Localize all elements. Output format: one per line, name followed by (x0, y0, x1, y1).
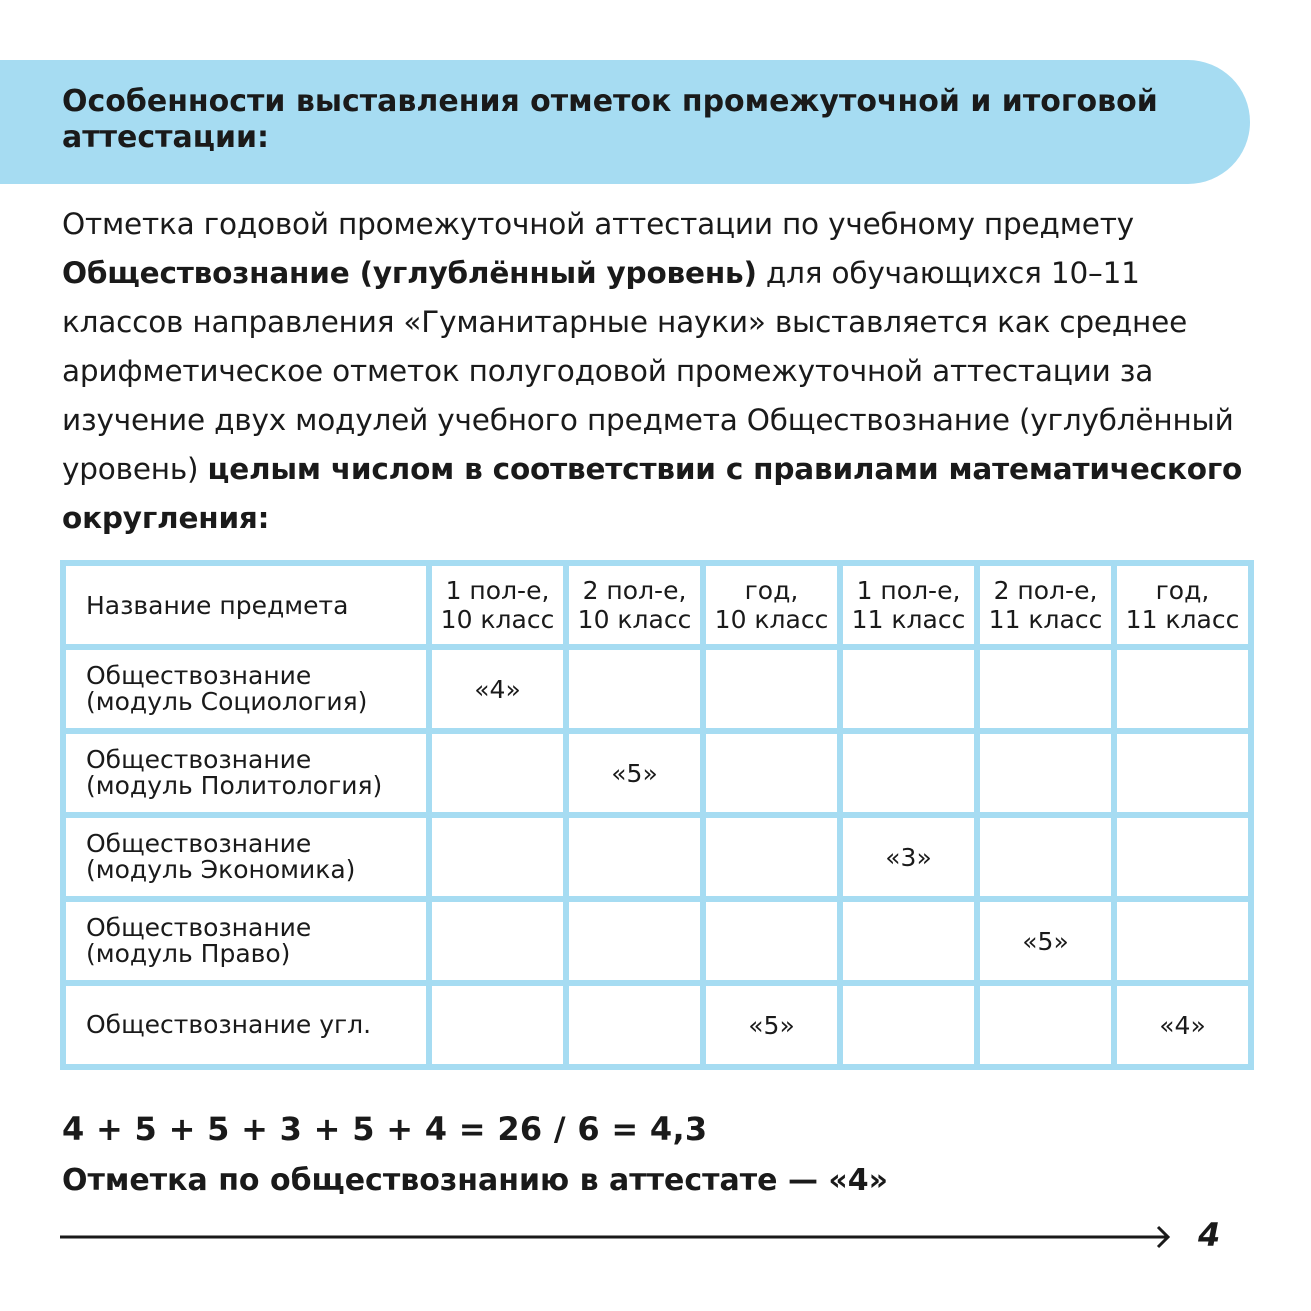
mark-cell (703, 647, 840, 731)
table-row (63, 731, 1251, 815)
mark-cell (429, 983, 566, 1067)
mark-cell (703, 899, 840, 983)
mark-cell (977, 731, 1114, 815)
page-number: 4 (1198, 1216, 1221, 1254)
mark-cell (566, 815, 703, 899)
mark-cell (1114, 899, 1251, 983)
intro-text-2: для обучающихся 10–11 классов направления «Гуманитарные науки» выставляется как среднее арифметическое отметок полугодовой промежуточной аттестации за изучение двух модулей учебного предмета Обществознание (углублённый уровень) (62, 256, 1234, 486)
column-header: год, 10 класс (703, 563, 840, 647)
mark-cell (840, 647, 977, 731)
mark-cell (703, 731, 840, 815)
column-header: 1 пол-е, 11 класс (840, 563, 977, 647)
table-row (63, 815, 1251, 899)
calculation-formula: 4 + 5 + 5 + 3 + 5 + 4 = 26 / 6 = 4,3 (62, 1110, 708, 1148)
section-title (62, 84, 1182, 156)
intro-text-1: Отметка годовой промежуточной аттестации по учебному предмету (62, 207, 1134, 241)
arrow-right-icon (60, 1222, 1180, 1252)
subject-cell: Обществознание угл. (63, 983, 429, 1067)
mark-cell (1114, 731, 1251, 815)
mark-cell (566, 647, 703, 731)
table-row (63, 899, 1251, 983)
mark-cell: «5» (566, 731, 703, 815)
mark-cell: «4» (429, 647, 566, 731)
mark-cell (566, 899, 703, 983)
column-header: 2 пол-е, 11 класс (977, 563, 1114, 647)
mark-cell: «5» (703, 983, 840, 1067)
table-header-row (63, 563, 1251, 647)
table-row (63, 647, 1251, 731)
final-mark-statement: Отметка по обществознанию в аттестате — «4» (62, 1163, 889, 1198)
mark-cell (840, 983, 977, 1067)
mark-cell: «3» (840, 815, 977, 899)
table-row (63, 983, 1251, 1067)
mark-cell (429, 815, 566, 899)
column-header: год, 11 класс (1114, 563, 1251, 647)
mark-cell (1114, 815, 1251, 899)
mark-cell (429, 899, 566, 983)
mark-cell: «5» (977, 899, 1114, 983)
mark-cell: «4» (1114, 983, 1251, 1067)
grades-table (60, 560, 1254, 1070)
subject-cell: Обществознание (модуль Социология) (63, 647, 429, 731)
mark-cell (429, 731, 566, 815)
intro-paragraph (62, 200, 1262, 543)
column-header: 1 пол-е, 10 класс (429, 563, 566, 647)
mark-cell (977, 815, 1114, 899)
column-header: 2 пол-е, 10 класс (566, 563, 703, 647)
mark-cell (977, 647, 1114, 731)
mark-cell (1114, 647, 1251, 731)
subject-column-header: Название предмета (63, 563, 429, 647)
mark-cell (840, 731, 977, 815)
mark-cell (566, 983, 703, 1067)
subject-cell: Обществознание (модуль Экономика) (63, 815, 429, 899)
mark-cell (703, 815, 840, 899)
subject-cell: Обществознание (модуль Право) (63, 899, 429, 983)
intro-bold-subject: Обществознание (углублённый уровень) (62, 256, 757, 290)
section-title-line2: аттестации: (62, 120, 270, 155)
mark-cell (977, 983, 1114, 1067)
subject-cell: Обществознание (модуль Политология) (63, 731, 429, 815)
mark-cell (840, 899, 977, 983)
intro-bold-rule: целым числом в соответствии с правилами математического округления: (62, 452, 1243, 535)
section-title-line1: Особенности выставления отметок промежуточной и итоговой (62, 84, 1158, 119)
